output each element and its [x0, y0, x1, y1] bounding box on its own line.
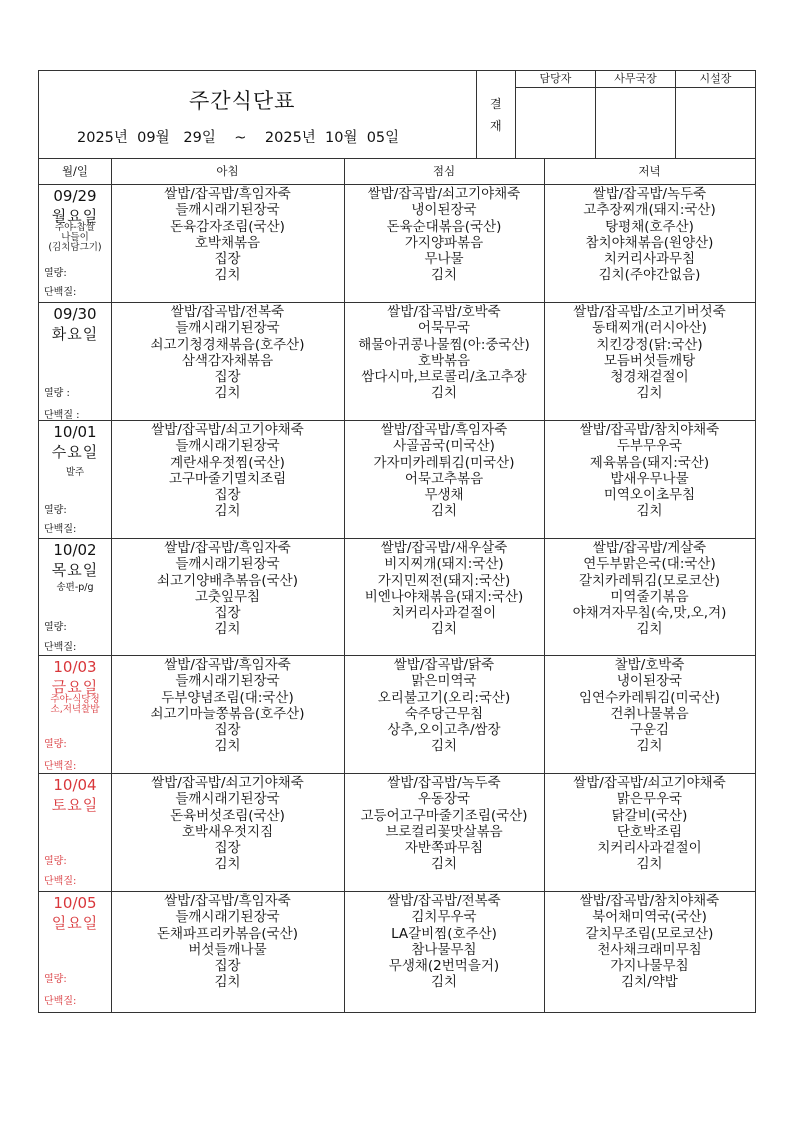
menu-item: 두부무우국 — [616, 438, 683, 455]
menu-item: 맑은미역국 — [411, 673, 477, 690]
menu-lunch — [344, 538, 544, 638]
menu-item: 계란새우젓찜(국산) — [170, 454, 285, 471]
day-note: (김치담그기) — [48, 242, 102, 253]
menu-item: 비엔나야채볶음(돼지:국산) — [364, 588, 524, 605]
menu-item: 쌀밥/잡곡밥/참치야채죽 — [579, 893, 720, 909]
menu-item: 찰밥/호박죽 — [614, 657, 685, 673]
menu-item: 쇠고기청경채볶음(호주산) — [150, 336, 305, 353]
menu-item: 김치 — [636, 385, 663, 402]
menu-item: 쌀밥/잡곡밥/전복죽 — [170, 304, 285, 320]
protein-label: 단백질: — [44, 524, 77, 535]
menu-item: 돈채파프리카볶음(국산) — [157, 925, 298, 942]
menu-dinner — [544, 420, 755, 520]
column-header-breakfast: 아침 — [216, 164, 239, 178]
day-weekday: 화요일 — [51, 325, 99, 343]
menu-item: 쌀밥/잡곡밥/흑임자죽 — [380, 422, 508, 438]
menu-item: 집장 — [214, 605, 241, 622]
approver-title: 사무국장 — [596, 71, 675, 88]
menu-item: 치킨강정(닭:국산) — [596, 336, 703, 353]
menu-item: 우동장국 — [417, 791, 471, 808]
menu-item: 쌀밥/잡곡밥/닭죽 — [393, 657, 495, 673]
day-cell — [39, 302, 111, 420]
day-date: 10/01 — [53, 423, 97, 441]
menu-item: 천사채크래미무침 — [597, 941, 702, 958]
menu-item: 들깨시래기된장국 — [175, 673, 280, 690]
menu-item: 들깨시래기된장국 — [175, 202, 280, 219]
menu-item: 김치 — [214, 503, 241, 520]
menu-item: 김치 — [430, 385, 458, 402]
menu-item: 치커리사과무침 — [603, 251, 696, 268]
menu-item: 들깨시래기된장국 — [175, 556, 280, 573]
approval-label-2: 재 — [490, 119, 502, 133]
menu-lunch — [344, 655, 544, 755]
day-note: 나들이 — [61, 232, 89, 243]
menu-item: 자반쪽파무침 — [404, 840, 484, 857]
menu-item: 건취나물볶음 — [610, 705, 689, 722]
menu-item: 고춧잎무침 — [194, 588, 261, 605]
menu-item: 김치 — [430, 503, 458, 520]
menu-item: LA갈비찜(호주산) — [391, 925, 497, 942]
day-weekday: 월요일 — [51, 207, 99, 225]
menu-item: 가자미카레튀김(미국산) — [373, 454, 515, 471]
menu-item: 무나물 — [424, 251, 464, 268]
day-row — [39, 655, 755, 774]
approval-label — [476, 71, 516, 158]
menu-item: 김치 — [636, 856, 663, 873]
menu-item: 치커리사과겉절이 — [597, 840, 702, 857]
menu-item: 쇠고기마늘쫑볶음(호주산) — [150, 705, 305, 722]
day-cell — [39, 538, 111, 655]
menu-item: 무생채 — [424, 487, 464, 504]
menu-lunch — [344, 773, 544, 873]
menu-item: 버섯들깨나물 — [188, 941, 267, 958]
menu-item: 갈치무조림(모로코산) — [585, 925, 714, 942]
menu-item: 해물아귀콩나물찜(아:중국산) — [358, 336, 530, 353]
day-cell — [39, 891, 111, 1012]
menu-breakfast — [111, 420, 344, 520]
menu-item: 쌀밥/잡곡밥/소고기버섯죽 — [573, 304, 726, 320]
menu-item: 비지찌개(돼지:국산) — [384, 556, 504, 573]
menu-item: 들깨시래기된장국 — [175, 320, 280, 337]
menu-item: 호박채볶음 — [194, 234, 261, 251]
approver-title: 시설장 — [676, 71, 755, 88]
menu-item: 상추,오이고추/쌈장 — [387, 722, 501, 739]
day-row — [39, 184, 755, 303]
menu-lunch — [344, 891, 544, 991]
menu-item: 임연수카레튀김(미국산) — [579, 689, 720, 706]
day-row — [39, 891, 755, 1012]
menu-sheet — [38, 70, 756, 1013]
day-weekday: 수요일 — [51, 443, 99, 461]
menu-breakfast — [111, 773, 344, 873]
menu-item: 브로컬리꽃맛살볶음 — [385, 823, 503, 840]
menu-item: 집장 — [214, 369, 241, 386]
menu-breakfast — [111, 891, 344, 991]
menu-item: 치커리사과겉절이 — [391, 605, 497, 622]
menu-item: 무생채(2번먹을거) — [388, 958, 500, 975]
approver-title: 담당자 — [516, 71, 595, 88]
approver-cell — [596, 71, 676, 158]
page-title: 주간식단표 — [189, 89, 296, 113]
column-header-dinner: 저녁 — [638, 164, 661, 178]
approval-box — [516, 71, 755, 158]
menu-breakfast — [111, 538, 344, 638]
approver-cell — [516, 71, 596, 158]
menu-item: 김치무우국 — [411, 909, 477, 926]
menu-item: 맑은무우국 — [616, 791, 683, 808]
menu-item: 김치 — [430, 267, 458, 284]
protein-label: 단백질: — [44, 287, 77, 298]
menu-item: 김치 — [214, 267, 241, 284]
calorie-label: 열량: — [44, 974, 67, 985]
day-row — [39, 420, 755, 539]
menu-item: 모듬버섯들깨탕 — [603, 352, 696, 369]
day-note: 송편-p/g — [56, 582, 94, 593]
column-header-row — [39, 158, 755, 185]
menu-item: 집장 — [214, 251, 241, 268]
menu-item: 김치/약밥 — [621, 974, 678, 991]
menu-lunch — [344, 184, 544, 284]
menu-item: 제육볶음(돼지:국산) — [589, 454, 710, 471]
menu-item: 쌀밥/잡곡밥/전복죽 — [387, 893, 501, 909]
menu-item: 가지민찌전(돼지:국산) — [377, 572, 511, 589]
protein-label: 단백질: — [44, 876, 77, 887]
menu-item: 고추장찌개(돼지:국산) — [583, 202, 716, 219]
menu-item: 김치 — [214, 385, 241, 402]
period-range: 2025년 09월 29일 ~ 2025년 10월 05일 — [77, 130, 400, 146]
menu-item: 쌀밥/잡곡밥/새우살죽 — [380, 540, 508, 556]
menu-item: 김치 — [214, 738, 241, 755]
menu-item: 김치 — [214, 856, 241, 873]
day-date: 09/29 — [53, 187, 97, 205]
menu-item: 돈육순대볶음(국산) — [386, 218, 502, 235]
day-cell — [39, 655, 111, 773]
menu-item: 쌀밥/잡곡밥/흑임자죽 — [164, 657, 291, 673]
menu-item: 들깨시래기된장국 — [175, 791, 280, 808]
menu-item: 김치 — [636, 621, 663, 638]
day-cell — [39, 773, 111, 891]
day-note: 소,저녁찰밥 — [50, 704, 100, 715]
menu-item: 김치 — [430, 621, 458, 638]
menu-item: 사골곰국(미국산) — [393, 438, 495, 455]
day-weekday: 금요일 — [51, 678, 99, 696]
menu-item: 오리불고기(오리:국산) — [377, 689, 511, 706]
menu-item: 쌀밥/잡곡밥/쇠고기야채죽 — [573, 775, 726, 791]
menu-dinner — [544, 655, 755, 755]
menu-item: 집장 — [214, 958, 241, 975]
menu-item: 가지양파볶음 — [404, 234, 484, 251]
protein-label: 단백질 : — [44, 410, 80, 421]
menu-item: 냉이된장국 — [411, 202, 477, 219]
menu-breakfast — [111, 655, 344, 755]
day-note: 주야-식당청 — [50, 694, 100, 705]
menu-item: 탕평채(호주산) — [605, 218, 694, 235]
menu-item: 닭갈비(국산) — [611, 807, 688, 824]
day-row — [39, 302, 755, 421]
menu-dinner — [544, 891, 755, 991]
menu-item: 구운김 — [629, 722, 670, 739]
menu-item: 미역오이초무침 — [603, 487, 696, 504]
menu-item: 북어채미역국(국산) — [592, 909, 707, 926]
menu-item: 김치 — [430, 856, 458, 873]
calorie-label: 열량: — [44, 268, 67, 279]
menu-item: 참치야채볶음(원양산) — [585, 234, 714, 251]
calorie-label: 열량 : — [44, 388, 70, 399]
menu-item: 참나물무침 — [411, 941, 477, 958]
menu-item: 두부양념조림(대:국산) — [161, 689, 294, 706]
menu-item: 김치 — [636, 503, 663, 520]
menu-item: 쇠고기양배추볶음(국산) — [157, 572, 298, 589]
day-note: 발주 — [65, 467, 85, 478]
menu-item: 쌀밥/잡곡밥/쇠고기야채죽 — [151, 422, 304, 438]
protein-label: 단백질: — [44, 642, 77, 653]
menu-item: 연두부맑은국(대:국산) — [583, 556, 716, 573]
day-row — [39, 538, 755, 656]
menu-item: 어묵고추볶음 — [404, 470, 484, 487]
menu-breakfast — [111, 302, 344, 402]
menu-item: 김치 — [430, 974, 458, 991]
approval-label-1: 결 — [490, 97, 502, 111]
day-date: 10/05 — [53, 894, 97, 912]
menu-item: 단호박조림 — [616, 823, 683, 840]
menu-item: 호박새우젓지짐 — [181, 823, 274, 840]
menu-item: 집장 — [214, 722, 241, 739]
menu-item: 김치 — [636, 738, 663, 755]
menu-lunch — [344, 420, 544, 520]
menu-item: 호박볶음 — [417, 352, 471, 369]
calorie-label: 열량: — [44, 622, 67, 633]
sheet-header — [39, 71, 755, 159]
menu-item: 쌀밥/잡곡밥/호박죽 — [387, 304, 501, 320]
column-header-day: 월/일 — [61, 164, 89, 178]
menu-item: 청경채겉절이 — [610, 369, 689, 386]
menu-item: 냉이된장국 — [616, 673, 683, 690]
day-weekday: 토요일 — [51, 796, 99, 814]
menu-item: 돈육감자조림(국산) — [170, 218, 285, 235]
menu-item: 밥새우무나물 — [610, 470, 689, 487]
menu-item: 어묵무국 — [417, 320, 471, 337]
menu-item: 고등어고구마줄기조림(국산) — [360, 807, 528, 824]
day-weekday: 목요일 — [51, 561, 99, 579]
menu-item: 쌀밥/잡곡밥/쇠고기야채죽 — [151, 775, 304, 791]
menu-item: 쌀밥/잡곡밥/쇠고기야채죽 — [367, 186, 521, 202]
day-weekday: 일요일 — [51, 914, 99, 932]
menu-item: 동태찌개(러시아산) — [592, 320, 707, 337]
day-date: 10/04 — [53, 776, 97, 794]
menu-dinner — [544, 302, 755, 402]
day-cell — [39, 184, 111, 302]
day-date: 10/03 — [53, 658, 97, 676]
menu-dinner — [544, 773, 755, 873]
menu-item: 쌀밥/잡곡밥/게살죽 — [592, 540, 707, 556]
day-date: 09/30 — [53, 305, 97, 323]
menu-item: 고구마줄기멸치조림 — [168, 470, 287, 487]
menu-item: 쌀밥/잡곡밥/흑임자죽 — [164, 540, 291, 556]
menu-dinner — [544, 184, 755, 284]
menu-item: 쌀밥/잡곡밥/참치야채죽 — [579, 422, 720, 438]
menu-item: 숙주당근무침 — [404, 705, 484, 722]
approver-cell — [676, 71, 755, 158]
menu-item: 삼색감자채볶음 — [181, 352, 274, 369]
day-row — [39, 773, 755, 892]
menu-item: 들깨시래기된장국 — [175, 909, 280, 926]
menu-item: 야채겨자무침(숙,맛,오,겨) — [572, 605, 727, 622]
menu-breakfast — [111, 184, 344, 284]
menu-item: 쌀밥/잡곡밥/녹두죽 — [387, 775, 501, 791]
menu-item: 들깨시래기된장국 — [175, 438, 280, 455]
day-note: 주야-찹쌀 — [54, 222, 96, 233]
menu-item: 김치 — [430, 738, 458, 755]
menu-lunch — [344, 302, 544, 402]
menu-item: 돈육버섯조림(국산) — [170, 807, 285, 824]
menu-item: 미역줄기볶음 — [610, 588, 689, 605]
menu-dinner — [544, 538, 755, 638]
menu-item: 김치 — [214, 974, 241, 991]
menu-item: 집장 — [214, 840, 241, 857]
menu-item: 쌈다시마,브로콜리/초고추장 — [361, 369, 527, 386]
calorie-label: 열량: — [44, 856, 67, 867]
menu-item: 김치 — [214, 621, 241, 638]
menu-item: 집장 — [214, 487, 241, 504]
protein-label: 단백질: — [44, 761, 77, 772]
column-header-lunch: 점심 — [432, 164, 456, 178]
day-cell — [39, 420, 111, 538]
menu-item: 가지나물무침 — [610, 958, 689, 975]
menu-item: 쌀밥/잡곡밥/녹두죽 — [592, 186, 707, 202]
day-date: 10/02 — [53, 541, 97, 559]
menu-item: 쌀밥/잡곡밥/흑임자죽 — [164, 893, 291, 909]
menu-item: 쌀밥/잡곡밥/흑임자죽 — [164, 186, 291, 202]
menu-item: 갈치카레튀김(모로코산) — [579, 572, 720, 589]
calorie-label: 열량: — [44, 505, 67, 516]
protein-label: 단백질: — [44, 996, 77, 1007]
menu-item: 김치(주야간없음) — [598, 267, 701, 284]
calorie-label: 열량: — [44, 739, 67, 750]
